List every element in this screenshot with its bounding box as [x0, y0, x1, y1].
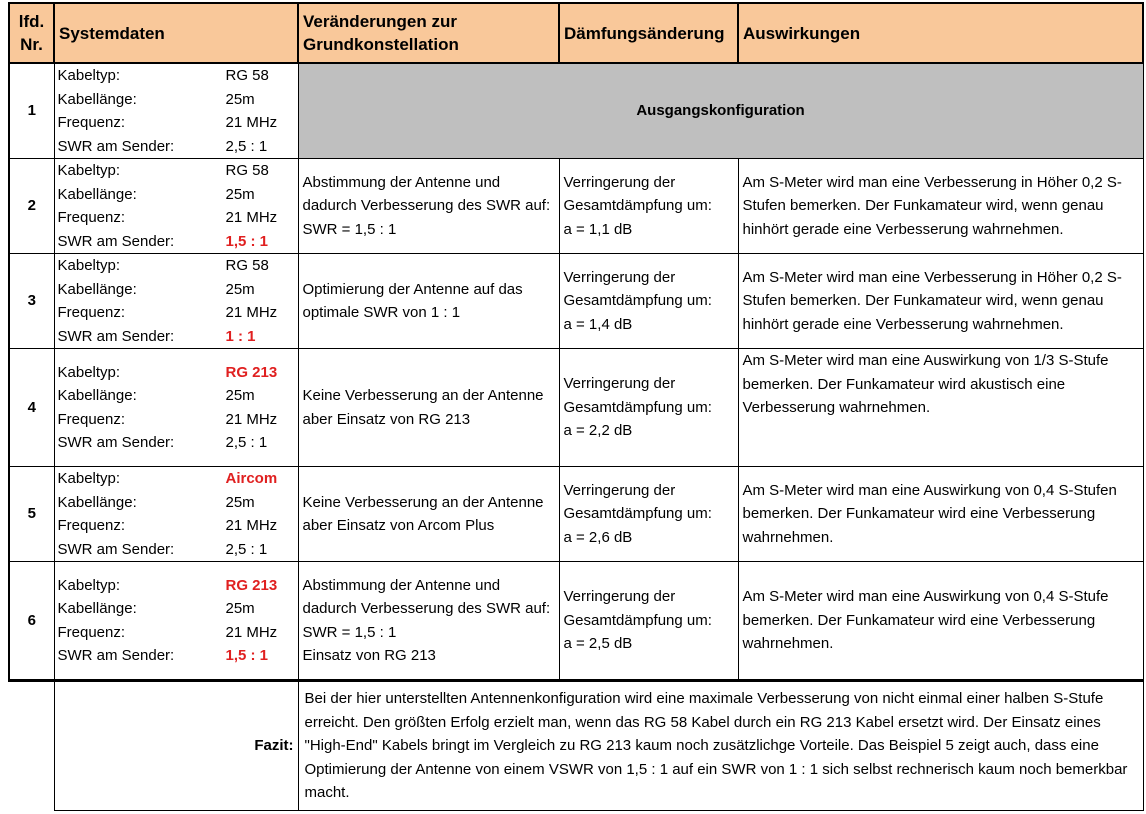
label-swr: SWR am Sender:: [57, 434, 175, 451]
label-kabellaenge: Kabellänge:: [57, 185, 137, 203]
table-row: [9, 349, 1143, 467]
label-frequenz: Frequenz:: [57, 517, 126, 534]
row-number: 5: [9, 467, 54, 562]
value-swr-highlight: 1,5 : 1: [225, 232, 269, 250]
effect-cell: Am S-Meter wird man eine Auswirkung von 1/3 S-Stufe bemerken. Der Funkamateur wird akustisch eine Verbesserung wahrnehmen.: [738, 349, 1143, 467]
label-kabellaenge: Kabellänge:: [57, 493, 137, 511]
header-changes: Veränderungen zur Grundkonstellation: [298, 3, 559, 63]
label-kabeltyp: Kabeltyp:: [57, 363, 121, 381]
value-kabellaenge: 25m: [225, 185, 255, 203]
damping-cell: Verringerung der Gesamtdämpfung um: a = 1,4 dB: [559, 254, 738, 349]
label-kabeltyp: Kabeltyp:: [57, 576, 121, 594]
table-row: [9, 562, 1143, 681]
value-kabellaenge: 25m: [225, 90, 255, 108]
label-swr: SWR am Sender:: [57, 232, 175, 250]
label-frequenz: Frequenz:: [57, 304, 126, 321]
value-frequenz: 21 MHz: [225, 517, 278, 534]
value-swr: 2,5 : 1: [225, 434, 268, 451]
value-kabellaenge: 25m: [225, 600, 255, 617]
value-swr-highlight: 1 : 1: [225, 327, 256, 345]
value-kabeltyp-highlight: RG 213: [225, 576, 278, 594]
system-data: [54, 63, 298, 159]
empty-cell: [9, 681, 54, 811]
label-kabellaenge: Kabellänge:: [57, 280, 137, 298]
value-kabeltyp: RG 58: [225, 67, 269, 84]
header-row: [9, 3, 1143, 63]
damping-cell: Verringerung der Gesamtdämpfung um: a = 2,2 dB: [559, 349, 738, 467]
change-cell: Optimierung der Antenne auf das optimale SWR von 1 : 1: [298, 254, 559, 349]
label-kabellaenge: Kabellänge:: [57, 387, 137, 404]
change-cell: Keine Verbesserung an der Antenne aber Einsatz von Arcom Plus: [298, 467, 559, 562]
change-cell: Abstimmung der Antenne und dadurch Verbesserung des SWR auf: SWR = 1,5 : 1 Einsatz von RG 213: [298, 562, 559, 681]
label-kabeltyp: Kabeltyp:: [57, 470, 121, 487]
label-frequenz: Frequenz:: [57, 623, 126, 641]
system-data: [54, 349, 298, 467]
label-swr: SWR am Sender:: [57, 327, 175, 345]
label-swr: SWR am Sender:: [57, 540, 175, 558]
row-number: 3: [9, 254, 54, 349]
change-cell: Abstimmung der Antenne und dadurch Verbesserung des SWR auf: SWR = 1,5 : 1: [298, 159, 559, 254]
label-kabellaenge: Kabellänge:: [57, 600, 137, 617]
label-kabeltyp: Kabeltyp:: [57, 67, 121, 84]
conclusion-label: Fazit:: [54, 681, 298, 811]
label-swr: SWR am Sender:: [57, 137, 175, 155]
label-frequenz: Frequenz:: [57, 410, 126, 428]
damping-cell: Verringerung der Gesamtdämpfung um: a = 1,1 dB: [559, 159, 738, 254]
value-frequenz: 21 MHz: [225, 304, 278, 321]
effect-cell: Am S-Meter wird man eine Verbesserung in Höher 0,2 S-Stufen bemerken. Der Funkamateur wird, wenn genau hinhört gerade eine Verbesserung wahrnehmen.: [738, 254, 1143, 349]
row-number: 1: [9, 63, 54, 159]
table-row: [9, 467, 1143, 562]
header-damping: Dämfungsänderung: [559, 3, 738, 63]
conclusion-row: [9, 681, 1143, 811]
system-data: [54, 159, 298, 254]
header-system: Systemdaten: [54, 3, 298, 63]
value-kabeltyp: RG 58: [225, 162, 269, 179]
baseline-config-cell: Ausgangskonfiguration: [298, 63, 1143, 159]
effect-cell: Am S-Meter wird man eine Auswirkung von 0,4 S-Stufen bemerken. Der Funkamateur wird eine Verbesserung wahrnehmen.: [738, 467, 1143, 562]
label-kabeltyp: Kabeltyp:: [57, 257, 121, 274]
system-data: [54, 562, 298, 681]
value-frequenz: 21 MHz: [225, 209, 278, 226]
header-effects: Auswirkungen: [738, 3, 1143, 63]
value-frequenz: 21 MHz: [225, 114, 278, 131]
damping-cell: Verringerung der Gesamtdämpfung um: a = 2,5 dB: [559, 562, 738, 681]
row-number: 6: [9, 562, 54, 681]
damping-cell: Verringerung der Gesamtdämpfung um: a = 2,6 dB: [559, 467, 738, 562]
value-frequenz: 21 MHz: [225, 623, 278, 641]
label-kabellaenge: Kabellänge:: [57, 90, 137, 108]
value-kabellaenge: 25m: [225, 493, 255, 511]
change-cell: Keine Verbesserung an der Antenne aber Einsatz von RG 213: [298, 349, 559, 467]
system-data: [54, 467, 298, 562]
row-number: 4: [9, 349, 54, 467]
table-row: [9, 159, 1143, 254]
row-number: 2: [9, 159, 54, 254]
effect-cell: Am S-Meter wird man eine Verbesserung in Höher 0,2 S-Stufen bemerken. Der Funkamateur wird, wenn genau hinhört gerade eine Verbesserung wahrnehmen.: [738, 159, 1143, 254]
conclusion-text: Bei der hier unterstellten Antennenkonfiguration wird eine maximale Verbesserung von nicht einmal einer halben S-Stufe erreicht. Den größten Erfolg erzielt man, wenn das RG 58 Kabel durch ein RG 213 Kabel ersetzt wird. Der Einsatz eines "High-End" Kabels bringt im Vergleich zu RG 213 kaum noch zusätzlichge Vorteile. Das Beispiel 5 zeigt auch, dass eine Optimierung der Antenne von einem VSWR von 1,5 : 1 auf ein SWR von 1 : 1 sich selbst rechnerisch kaum noch bemerkbar macht.: [298, 681, 1143, 811]
value-kabellaenge: 25m: [225, 280, 255, 298]
system-data: [54, 254, 298, 349]
value-kabellaenge: 25m: [225, 387, 255, 404]
label-kabeltyp: Kabeltyp:: [57, 162, 121, 179]
value-kabeltyp-highlight: Aircom: [225, 470, 278, 487]
label-swr: SWR am Sender:: [57, 647, 175, 664]
comparison-table: [8, 2, 1144, 811]
value-kabeltyp-highlight: RG 213: [225, 363, 278, 381]
value-swr-highlight: 1,5 : 1: [225, 647, 269, 664]
value-kabeltyp: RG 58: [225, 257, 269, 274]
header-nr: lfd. Nr.: [9, 3, 54, 63]
label-frequenz: Frequenz:: [57, 114, 126, 131]
value-swr: 2,5 : 1: [225, 137, 268, 155]
table-row: [9, 254, 1143, 349]
effect-cell: Am S-Meter wird man eine Auswirkung von 0,4 S-Stufe bemerken. Der Funkamateur wird eine Verbesserung wahrnehmen.: [738, 562, 1143, 681]
table-row: [9, 63, 1143, 159]
label-frequenz: Frequenz:: [57, 209, 126, 226]
value-frequenz: 21 MHz: [225, 410, 278, 428]
value-swr: 2,5 : 1: [225, 540, 268, 558]
